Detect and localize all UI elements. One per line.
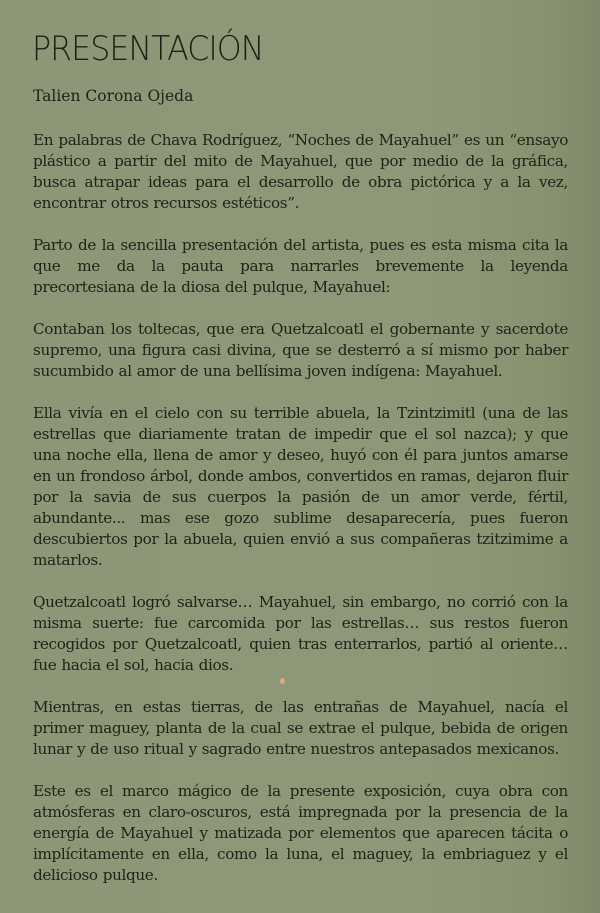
paragraph-7: Este es el marco mágico de la presente exposición, cuya obra con atmósferas en claro-oscuros, está impregnada por la presencia de la energía de Mayahuel y matizada por elementos que aparecen tácita o implícitamente en ella, como la luna, el maguey, la embriaguez y el delicioso pulque. [33,782,568,884]
paragraph-4: Ella vivía en el cielo con su terrible abuela, la Tzintzimitl (una de las estrellas que diariamente tratan de impedir que el sol nazca); y que una noche ella, llena de amor y deseo, huyó con él para juntos amarse en un frondoso árbol, donde ambos, convertidos en ramas, dejaron fluir por la savia de sus cuerpos la pasión de un amor verde, fértil, abundante... mas ese gozo sublime desaparecería, pues fueron descubiertos por la abuela, quien envió a sus compañeras tzitzimime a matarlos. [33,404,568,569]
author-name: Talien Corona Ojeda [33,87,194,105]
paragraph-2: Parto de la sencilla presentación del artista, pues es esta misma cita la que me da la pauta para narrarles brevemente la leyenda precortesiana de la diosa del pulque, Mayahuel: [33,236,568,296]
paragraph-1: En palabras de Chava Rodríguez, “Noches de Mayahuel” es un “ensayo plástico a partir del mito de Mayahuel, que por medio de la gráfica, busca atrapar ideas para el desarrollo de obra pictórica y a la vez, encontrar otros recursos estéticos”. [33,131,568,212]
page-title: PRESENTACIÓN [32,29,264,69]
paragraph-3: Contaban los toltecas, que era Quetzalcoatl el gobernante y sacerdote supremo, una figura casi divina, que se desterró a sí mismo por haber sucumbido al amor de una bellísima joven indígena: Mayahuel. [33,320,568,380]
paper-speck [280,678,285,684]
document-body [33,26,568,886]
paragraph-6: Mientras, en estas tierras, de las entrañas de Mayahuel, nacía el primer maguey, planta de la cual se extrae el pulque, bebida de origen lunar y de uso ritual y sagrado entre nuestros antepasados mexicanos. [33,698,568,758]
paragraph-5: Quetzalcoatl logró salvarse… Mayahuel, sin embargo, no corrió con la misma suerte: fue carcomida por las estrellas… sus restos fueron recogidos por Quetzalcoatl, quien tras enterrarlos, partió al oriente… fue hacia el sol, hacia dios. [33,593,568,674]
